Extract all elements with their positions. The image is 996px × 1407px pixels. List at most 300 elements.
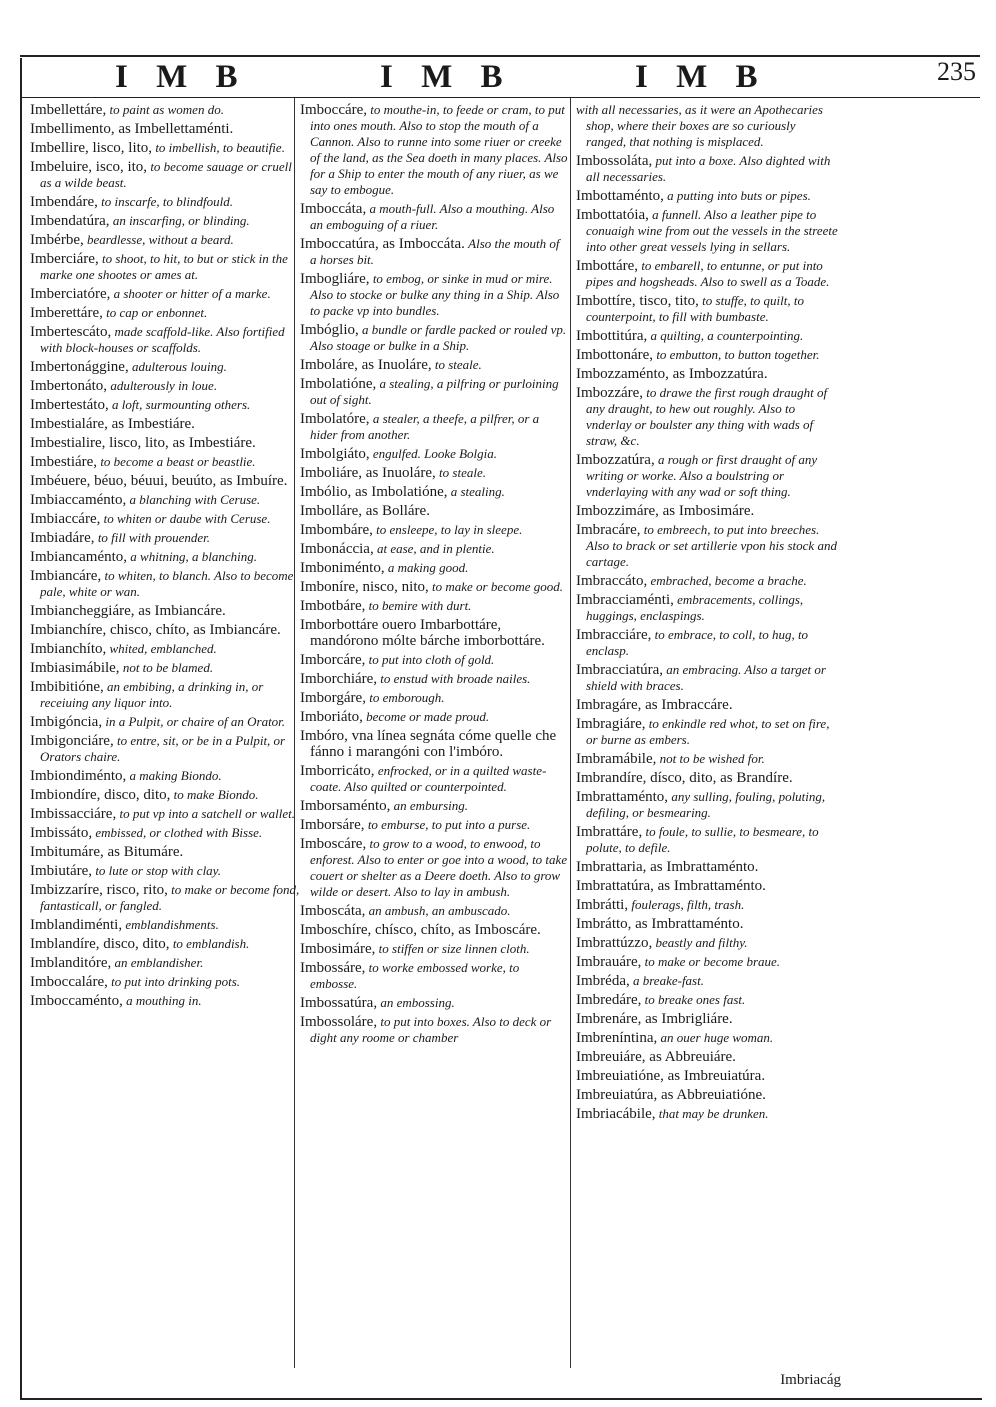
dictionary-entry bbox=[30, 806, 300, 822]
entry-definition: enfrocked, or in a quilted waste-coate. Also quilted or counterpointed. bbox=[310, 763, 547, 794]
entry-headword: Imborsaménto, bbox=[300, 798, 391, 814]
dictionary-entry bbox=[576, 897, 838, 913]
entry-definition: to put into cloth of gold. bbox=[368, 652, 495, 667]
entry-definition: a putting into buts or pipes. bbox=[667, 188, 811, 203]
dictionary-entry bbox=[30, 679, 300, 711]
dictionary-entry bbox=[300, 376, 568, 408]
dictionary-entry bbox=[300, 446, 568, 462]
entry-definition: to make or become fond, fantasticall, or fangled. bbox=[40, 882, 300, 913]
entry-headword: Imbottaménto, bbox=[576, 188, 664, 204]
entry-definition: at ease, and in plentie. bbox=[376, 541, 495, 556]
dictionary-entry bbox=[300, 817, 568, 833]
entry-definition: a quilting, a counterpointing. bbox=[650, 328, 804, 343]
entry-definition: whited, emblanched. bbox=[109, 641, 217, 656]
dictionary-entry bbox=[576, 935, 838, 951]
entry-headword: Imboníre, nisco, nito, bbox=[300, 579, 429, 595]
dictionary-entry bbox=[30, 568, 300, 600]
entry-headword: Imbiaccáre, bbox=[30, 511, 101, 527]
dictionary-entry bbox=[300, 903, 568, 919]
dictionary-entry bbox=[576, 627, 838, 659]
entry-definition: to steale. bbox=[434, 357, 482, 372]
entry-headword: Imbriacábile, bbox=[576, 1106, 656, 1122]
entry-definition: to stuffe, to quilt, to counterpoint, to fill with bumbaste. bbox=[586, 293, 804, 324]
dictionary-entry bbox=[576, 207, 838, 255]
entry-definition: to steale. bbox=[439, 465, 486, 480]
entry-headword: Imborricáto, bbox=[300, 763, 375, 779]
dictionary-entry bbox=[30, 660, 300, 676]
entry-headword: Imbigóncia, bbox=[30, 714, 103, 730]
entry-definition: to breake ones fast. bbox=[644, 992, 746, 1007]
dictionary-entry bbox=[576, 1106, 838, 1122]
entry-headword: Imbrandíre, dísco, dito, as Brandíre. bbox=[576, 770, 793, 786]
entry-definition: an ouer huge woman. bbox=[660, 1030, 774, 1045]
entry-headword: Imbrenáre, as Imbrigliáre. bbox=[576, 1011, 733, 1027]
entry-headword: Imbottatóia, bbox=[576, 207, 649, 223]
entry-headword: Imbracciatúra, bbox=[576, 662, 664, 678]
entry-headword: Imbramábile, bbox=[576, 751, 657, 767]
entry-definition: to inscarfe, to blindfould. bbox=[101, 194, 233, 209]
entry-definition: to worke embossed worke, to embosse. bbox=[310, 960, 520, 991]
entry-definition: to enstud with broade nailes. bbox=[380, 671, 531, 686]
entry-headword: Imbozzatúra, bbox=[576, 452, 655, 468]
entry-definition: an embibing, a drinking in, or receiuing any liquor into. bbox=[40, 679, 264, 710]
entry-headword: Imbrattaménto, bbox=[576, 789, 669, 805]
dictionary-entry bbox=[30, 863, 300, 879]
entry-definition: to whiten or daube with Ceruse. bbox=[103, 511, 271, 526]
entry-headword: Imboscáre, bbox=[300, 836, 367, 852]
dictionary-entry bbox=[30, 305, 300, 321]
entry-definition: not to be wished for. bbox=[659, 751, 765, 766]
dictionary-entry bbox=[30, 622, 300, 638]
entry-headword: Imbianchíto, bbox=[30, 641, 107, 657]
dictionary-entry bbox=[300, 560, 568, 576]
entry-definition: adulterous louing. bbox=[131, 359, 227, 374]
entry-headword: Imbendáre, bbox=[30, 194, 98, 210]
entry-headword: Imbissacciáre, bbox=[30, 806, 117, 822]
entry-headword: Imbracáre, bbox=[576, 522, 641, 538]
entry-definition: Also the mouth of a horses bit. bbox=[310, 236, 560, 267]
entry-definition: a blanching with Ceruse. bbox=[129, 492, 261, 507]
entry-headword: Imbóro, vna línea segnáta cóme quelle che fánno i marangóni con l'imbóro. bbox=[300, 728, 557, 760]
entry-headword: Imborcáre, bbox=[300, 652, 366, 668]
dictionary-entry bbox=[30, 492, 300, 508]
entry-definition: a stealing, a pilfring or purloining out of sight. bbox=[310, 376, 559, 407]
dictionary-entry bbox=[300, 652, 568, 668]
entry-headword: Imbiasimábile, bbox=[30, 660, 120, 676]
dictionary-entry bbox=[576, 662, 838, 694]
dictionary-entry bbox=[576, 789, 838, 821]
entry-definition: to entre, sit, or be in a Pulpit, or Orators chaire. bbox=[40, 733, 286, 764]
entry-headword: Imbiancáre, bbox=[30, 568, 102, 584]
entry-definition: foulerags, filth, trash. bbox=[631, 897, 745, 912]
entry-definition: become or made proud. bbox=[366, 709, 490, 724]
dictionary-entry bbox=[300, 322, 568, 354]
dictionary-entry bbox=[30, 473, 300, 489]
dictionary-entry bbox=[300, 503, 568, 519]
entry-headword: Imblanditóre, bbox=[30, 955, 112, 971]
dictionary-entry bbox=[30, 324, 300, 356]
entry-headword: Imbolláre, as Bolláre. bbox=[300, 503, 430, 519]
dictionary-entry bbox=[576, 188, 838, 204]
dictionary-entry bbox=[576, 258, 838, 290]
entry-headword: Imbérbe, bbox=[30, 232, 84, 248]
entry-definition: to embreech, to put into breeches. Also to brack or set artillerie vpon his stock and cartage. bbox=[586, 522, 837, 569]
entry-headword: Imbestiáre, bbox=[30, 454, 98, 470]
dictionary-entry bbox=[30, 416, 300, 432]
dictionary-entry bbox=[30, 936, 300, 952]
entry-headword: Imbellettáre, bbox=[30, 102, 107, 118]
entry-headword: Imbrattaria, as Imbrattaménto. bbox=[576, 859, 759, 875]
dictionary-entry bbox=[576, 954, 838, 970]
entry-definition: a loft, surmounting others. bbox=[111, 397, 251, 412]
entry-headword: Imbossoláta, bbox=[576, 153, 653, 169]
entry-definition: with all necessaries, as it were an Apothecaries shop, where their boxes are so curiously ranged, that nothing is misplaced. bbox=[576, 102, 823, 149]
entry-definition: to make Biondo. bbox=[173, 787, 259, 802]
entry-headword: Imbolatóre, bbox=[300, 411, 370, 427]
dictionary-entry bbox=[300, 598, 568, 614]
entry-headword: Imboccáre, bbox=[300, 102, 368, 118]
dictionary-entry bbox=[576, 452, 838, 500]
entry-headword: Imbogliáre, bbox=[300, 271, 370, 287]
dictionary-entry bbox=[576, 347, 838, 363]
dictionary-entry bbox=[30, 232, 300, 248]
entry-definition: to foule, to sullie, to besmeare, to polute, to defile. bbox=[586, 824, 819, 855]
entry-definition: embissed, or clothed with Bisse. bbox=[95, 825, 263, 840]
entry-definition: that may be drunken. bbox=[658, 1106, 769, 1121]
dictionary-entry bbox=[300, 960, 568, 992]
entry-headword: Imbestialáre, as Imbestiáre. bbox=[30, 416, 195, 432]
dictionary-entry bbox=[30, 454, 300, 470]
entry-definition: to make or become good. bbox=[431, 579, 564, 594]
entry-definition: to whiten, to blanch. Also to become pale, white or wan. bbox=[40, 568, 294, 599]
entry-headword: Imborsáre, bbox=[300, 817, 365, 833]
entry-headword: Imbiondíre, disco, dito, bbox=[30, 787, 171, 803]
entry-definition: a whitning, a blanching. bbox=[130, 549, 258, 564]
entry-headword: Imborchiáre, bbox=[300, 671, 378, 687]
entry-headword: Imbrátto, as Imbrattaménto. bbox=[576, 916, 744, 932]
column-2 bbox=[300, 102, 568, 1049]
entry-definition: beardlesse, without a beard. bbox=[86, 232, 234, 247]
entry-headword: Imboscáta, bbox=[300, 903, 366, 919]
dictionary-entry bbox=[576, 293, 838, 325]
running-head-center: I M B bbox=[380, 59, 513, 95]
entry-definition: to embarell, to entunne, or put into pipes and hogsheads. Also to swell as a Toade. bbox=[586, 258, 830, 289]
dictionary-entry bbox=[300, 541, 568, 557]
column-divider bbox=[570, 98, 571, 1368]
entry-headword: Imboláre, as Inuoláre, bbox=[300, 357, 432, 373]
entry-headword: Imbottonáre, bbox=[576, 347, 654, 363]
dictionary-entry bbox=[576, 878, 838, 894]
entry-headword: Imbreuiáre, as Abbreuiáre. bbox=[576, 1049, 736, 1065]
entry-definition: to stiffen or size linnen cloth. bbox=[378, 941, 530, 956]
entry-headword: Imbredáre, bbox=[576, 992, 642, 1008]
entry-headword: Imbolgiáto, bbox=[300, 446, 370, 462]
entry-headword: Imbreuiatióne, as Imbreuiatúra. bbox=[576, 1068, 766, 1084]
dictionary-entry bbox=[30, 194, 300, 210]
entry-headword: Imbissáto, bbox=[30, 825, 93, 841]
entry-headword: Imbertonáto, bbox=[30, 378, 108, 394]
dictionary-entry bbox=[30, 641, 300, 657]
entry-headword: Imberettáre, bbox=[30, 305, 103, 321]
entry-headword: Imbottáre, bbox=[576, 258, 639, 274]
dictionary-entry bbox=[30, 159, 300, 191]
entry-headword: Imborbottáre ouero Imbarbottáre, mandórono mólte bárche imborbottáre. bbox=[300, 617, 545, 649]
dictionary-entry bbox=[30, 251, 300, 283]
dictionary-entry bbox=[300, 671, 568, 687]
dictionary-entry bbox=[576, 824, 838, 856]
entry-headword: Imbertescáto, bbox=[30, 324, 112, 340]
dictionary-entry bbox=[576, 973, 838, 989]
entry-headword: Imbestialire, lisco, lito, as Imbestiáre. bbox=[30, 435, 256, 451]
entry-definition: to bemire with durt. bbox=[368, 598, 472, 613]
dictionary-entry bbox=[300, 941, 568, 957]
entry-definition: to shoot, to hit, to but or stick in the marke one shootes or ames at. bbox=[40, 251, 288, 282]
entry-definition: a mouth-full. Also a mouthing. Also an emboguing of a riuer. bbox=[310, 201, 555, 232]
entry-headword: Imbrauáre, bbox=[576, 954, 642, 970]
entry-headword: Imbottitúra, bbox=[576, 328, 648, 344]
dictionary-entry bbox=[300, 357, 568, 373]
entry-definition: to cap or enbonnet. bbox=[106, 305, 208, 320]
entry-definition: put into a boxe. Also dighted with all necessaries. bbox=[586, 153, 831, 184]
page-number: 235 bbox=[937, 57, 976, 86]
entry-headword: Imberciatóre, bbox=[30, 286, 111, 302]
entry-headword: Imbertonággine, bbox=[30, 359, 129, 375]
dictionary-entry bbox=[576, 916, 838, 932]
dictionary-entry bbox=[576, 503, 838, 519]
entry-headword: Imbéuere, béuo, béuui, beuúto, as Imbuíre. bbox=[30, 473, 288, 489]
dictionary-entry bbox=[30, 993, 300, 1009]
dictionary-entry bbox=[300, 1014, 568, 1046]
entry-headword: Imboccatúra, as Imboccáta. bbox=[300, 236, 465, 252]
dictionary-entry bbox=[300, 271, 568, 319]
dictionary-entry bbox=[300, 690, 568, 706]
entry-headword: Imborgáre, bbox=[300, 690, 366, 706]
dictionary-entry bbox=[30, 917, 300, 933]
entry-definition: to paint as women do. bbox=[109, 102, 224, 117]
dictionary-entry bbox=[300, 102, 568, 198]
entry-headword: Imbombáre, bbox=[300, 522, 373, 538]
entry-definition: an emblandisher. bbox=[114, 955, 204, 970]
entry-headword: Imbozzáre, bbox=[576, 385, 644, 401]
entry-definition: an embracing. Also a target or shield with braces. bbox=[586, 662, 826, 693]
entry-headword: Imbragáre, as Imbraccáre. bbox=[576, 697, 733, 713]
dictionary-entry bbox=[30, 213, 300, 229]
dictionary-entry bbox=[300, 465, 568, 481]
dictionary-entry bbox=[30, 825, 300, 841]
entry-definition: to fill with prouender. bbox=[97, 530, 211, 545]
entry-definition: to put vp into a satchell or wallet. bbox=[119, 806, 295, 821]
entry-definition: a shooter or hitter of a marke. bbox=[113, 286, 271, 301]
dictionary-entry bbox=[576, 1030, 838, 1046]
entry-definition: to put into drinking pots. bbox=[111, 974, 241, 989]
entry-headword: Imbianchíre, chisco, chíto, as Imbiancáre. bbox=[30, 622, 281, 638]
entry-headword: Imbiancheggiáre, as Imbiancáre. bbox=[30, 603, 226, 619]
entry-definition: a making Biondo. bbox=[129, 768, 222, 783]
dictionary-entry bbox=[30, 955, 300, 971]
entry-headword: Imblandiménti, bbox=[30, 917, 123, 933]
dictionary-entry bbox=[576, 102, 838, 150]
dictionary-entry bbox=[30, 882, 300, 914]
entry-headword: Imbracciaménti, bbox=[576, 592, 674, 608]
entry-headword: Imboniménto, bbox=[300, 560, 385, 576]
entry-headword: Imbrattatúra, as Imbrattaménto. bbox=[576, 878, 766, 894]
dictionary-entry bbox=[576, 770, 838, 786]
dictionary-entry bbox=[576, 1049, 838, 1065]
entry-definition: an embursing. bbox=[393, 798, 469, 813]
dictionary-entry bbox=[30, 140, 300, 156]
dictionary-entry bbox=[576, 522, 838, 570]
dictionary-entry bbox=[576, 573, 838, 589]
entry-definition: embrached, become a brache. bbox=[650, 573, 807, 588]
entry-definition: beastly and filthy. bbox=[655, 935, 748, 950]
dictionary-entry bbox=[300, 201, 568, 233]
dictionary-entry bbox=[300, 579, 568, 595]
dictionary-entry bbox=[576, 859, 838, 875]
entry-headword: Imboliáre, as Inuoláre, bbox=[300, 465, 436, 481]
entry-headword: Imboschíre, chísco, chíto, as Imboscáre. bbox=[300, 922, 541, 938]
entry-headword: Imbertestáto, bbox=[30, 397, 109, 413]
entry-definition: to embutton, to button together. bbox=[656, 347, 820, 362]
entry-headword: Imbossáre, bbox=[300, 960, 366, 976]
entry-definition: a funnell. Also a leather pipe to conuaigh wine from out the vessels in the streete into other great vessels lying in sellars. bbox=[586, 207, 838, 254]
entry-headword: Imbraccáto, bbox=[576, 573, 648, 589]
entry-headword: Imbolatióne, bbox=[300, 376, 377, 392]
entry-definition: an inscarfing, or blinding. bbox=[112, 213, 250, 228]
running-head-right: I M B bbox=[635, 59, 768, 95]
dictionary-entry bbox=[576, 1068, 838, 1084]
entry-definition: to emborough. bbox=[369, 690, 445, 705]
dictionary-entry bbox=[300, 763, 568, 795]
entry-definition: a stealer, a theefe, a pilfrer, or a hider from another. bbox=[310, 411, 540, 442]
entry-headword: Imboccaláre, bbox=[30, 974, 108, 990]
dictionary-entry bbox=[576, 697, 838, 713]
dictionary-entry bbox=[576, 385, 838, 449]
entry-definition: to mouthe-in, to feede or cram, to put into ones mouth. Also to stop the mouth of a Cannon. Also to runne into some riuer or creeke of the land, as the Sea doeth in many places. Also for a Ship to enter the mouth of any riuer, as we say to embogue. bbox=[310, 102, 568, 197]
entry-headword: Imbreuiatúra, as Abbreuiatióne. bbox=[576, 1087, 766, 1103]
catchword: Imbriacág bbox=[780, 1372, 841, 1388]
entry-definition: to embog, or sinke in mud or mire. Also to stocke or bulke any thing in a Ship. Also to packe vp into bundles. bbox=[310, 271, 560, 318]
entry-definition: a bundle or fardle packed or rouled vp. Also stoage or bulke in a Ship. bbox=[310, 322, 567, 353]
entry-headword: Imbrattáre, bbox=[576, 824, 643, 840]
dictionary-entry bbox=[30, 787, 300, 803]
dictionary-entry bbox=[300, 236, 568, 268]
entry-definition: to emblandish. bbox=[172, 936, 250, 951]
entry-headword: Imbosimáre, bbox=[300, 941, 376, 957]
entry-definition: to imbellish, to beautifie. bbox=[155, 140, 285, 155]
dictionary-entry bbox=[30, 378, 300, 394]
entry-headword: Imbozzimáre, as Imbosimáre. bbox=[576, 503, 755, 519]
entry-definition: adulterously in loue. bbox=[110, 378, 218, 393]
entry-headword: Imbreníntina, bbox=[576, 1030, 658, 1046]
dictionary-entry bbox=[300, 798, 568, 814]
entry-headword: Imbracciáre, bbox=[576, 627, 652, 643]
dictionary-entry bbox=[30, 511, 300, 527]
dictionary-entry bbox=[300, 728, 568, 760]
entry-headword: Imbóglio, bbox=[300, 322, 359, 338]
entry-headword: Imbellimento, as Imbellettaménti. bbox=[30, 121, 234, 137]
dictionary-entry bbox=[576, 992, 838, 1008]
entry-definition: a breake-fast. bbox=[632, 973, 704, 988]
entry-headword: Imbréda, bbox=[576, 973, 630, 989]
entry-definition: an embossing. bbox=[380, 995, 455, 1010]
dictionary-entry bbox=[576, 751, 838, 767]
entry-headword: Imbiadáre, bbox=[30, 530, 95, 546]
entry-definition: to grow to a wood, to enwood, to enforest. Also to enter or goe into a wood, to take couert or shelter as a Deere doeth. Also to grow wilde or desert. Also to lay in ambush. bbox=[310, 836, 568, 899]
dictionary-entry bbox=[30, 768, 300, 784]
entry-headword: Imbellire, lisco, lito, bbox=[30, 140, 153, 156]
dictionary-entry bbox=[30, 102, 300, 118]
entry-headword: Imboriáto, bbox=[300, 709, 363, 725]
dictionary-entry bbox=[300, 484, 568, 500]
dictionary-entry bbox=[300, 922, 568, 938]
column-3 bbox=[576, 102, 838, 1125]
dictionary-entry bbox=[30, 844, 300, 860]
entry-definition: to enkindle red whot, to set on fire, or burne as embers. bbox=[586, 716, 830, 747]
entry-definition: made scaffold-like. Also fortified with block-houses or scaffolds. bbox=[40, 324, 285, 355]
dictionary-entry bbox=[30, 286, 300, 302]
entry-definition: to make or become braue. bbox=[644, 954, 781, 969]
dictionary-entry bbox=[300, 836, 568, 900]
dictionary-entry bbox=[576, 366, 838, 382]
entry-definition: in a Pulpit, or chaire of an Orator. bbox=[105, 714, 286, 729]
entry-definition: a mouthing in. bbox=[126, 993, 202, 1008]
dictionary-entry bbox=[576, 592, 838, 624]
dictionary-entry bbox=[576, 716, 838, 748]
entry-definition: to become a beast or beastlie. bbox=[100, 454, 256, 469]
entry-definition: to embrace, to coll, to hug, to enclasp. bbox=[586, 627, 809, 658]
entry-definition: an ambush, an ambuscado. bbox=[368, 903, 511, 918]
entry-definition: to lute or stop with clay. bbox=[95, 863, 221, 878]
entry-definition: engulfed. Looke Bolgia. bbox=[372, 446, 498, 461]
entry-headword: Imbólio, as Imbolatióne, bbox=[300, 484, 448, 500]
dictionary-entry bbox=[300, 411, 568, 443]
dictionary-entry bbox=[576, 1011, 838, 1027]
entry-headword: Imblandíre, disco, dito, bbox=[30, 936, 170, 952]
dictionary-entry bbox=[30, 530, 300, 546]
entry-headword: Imberciáre, bbox=[30, 251, 99, 267]
entry-definition: emblandishments. bbox=[125, 917, 219, 932]
entry-definition: a making good. bbox=[387, 560, 469, 575]
entry-definition: a rough or first draught of any writing or worke. Also a boulstring or vnderlaying with any wad or soft thing. bbox=[586, 452, 818, 499]
entry-definition: to ensleepe, to lay in sleepe. bbox=[376, 522, 523, 537]
dictionary-entry bbox=[576, 1087, 838, 1103]
dictionary-entry bbox=[576, 328, 838, 344]
entry-headword: Imbizzaríre, risco, rito, bbox=[30, 882, 168, 898]
dictionary-entry bbox=[30, 397, 300, 413]
entry-headword: Imboccaménto, bbox=[30, 993, 123, 1009]
entry-definition: not to be blamed. bbox=[122, 660, 214, 675]
dictionary-entry bbox=[300, 617, 568, 649]
dictionary-entry bbox=[300, 709, 568, 725]
entry-headword: Imbonáccia, bbox=[300, 541, 374, 557]
entry-headword: Imbozzaménto, as Imbozzatúra. bbox=[576, 366, 768, 382]
column-1 bbox=[30, 102, 300, 1012]
running-head-left: I M B bbox=[115, 59, 248, 95]
entry-definition: a stealing. bbox=[450, 484, 505, 499]
entry-headword: Imbiutáre, bbox=[30, 863, 93, 879]
entry-headword: Imbiaccaménto, bbox=[30, 492, 127, 508]
entry-headword: Imbotbáre, bbox=[300, 598, 366, 614]
entry-definition: to put into boxes. Also to deck or dight any roome or chamber bbox=[310, 1014, 552, 1045]
dictionary-entry bbox=[30, 714, 300, 730]
entry-headword: Imbossoláre, bbox=[300, 1014, 378, 1030]
entry-headword: Imbragiáre, bbox=[576, 716, 646, 732]
entry-headword: Imbrátti, bbox=[576, 897, 629, 913]
entry-headword: Imbiancaménto, bbox=[30, 549, 128, 565]
entry-headword: Imbigonciáre, bbox=[30, 733, 114, 749]
entry-definition: to drawe the first rough draught of any draught, to hew out roughly. Also to vnderlay or boulster any thing with wads of straw, &c. bbox=[586, 385, 828, 448]
dictionary-entry bbox=[30, 435, 300, 451]
